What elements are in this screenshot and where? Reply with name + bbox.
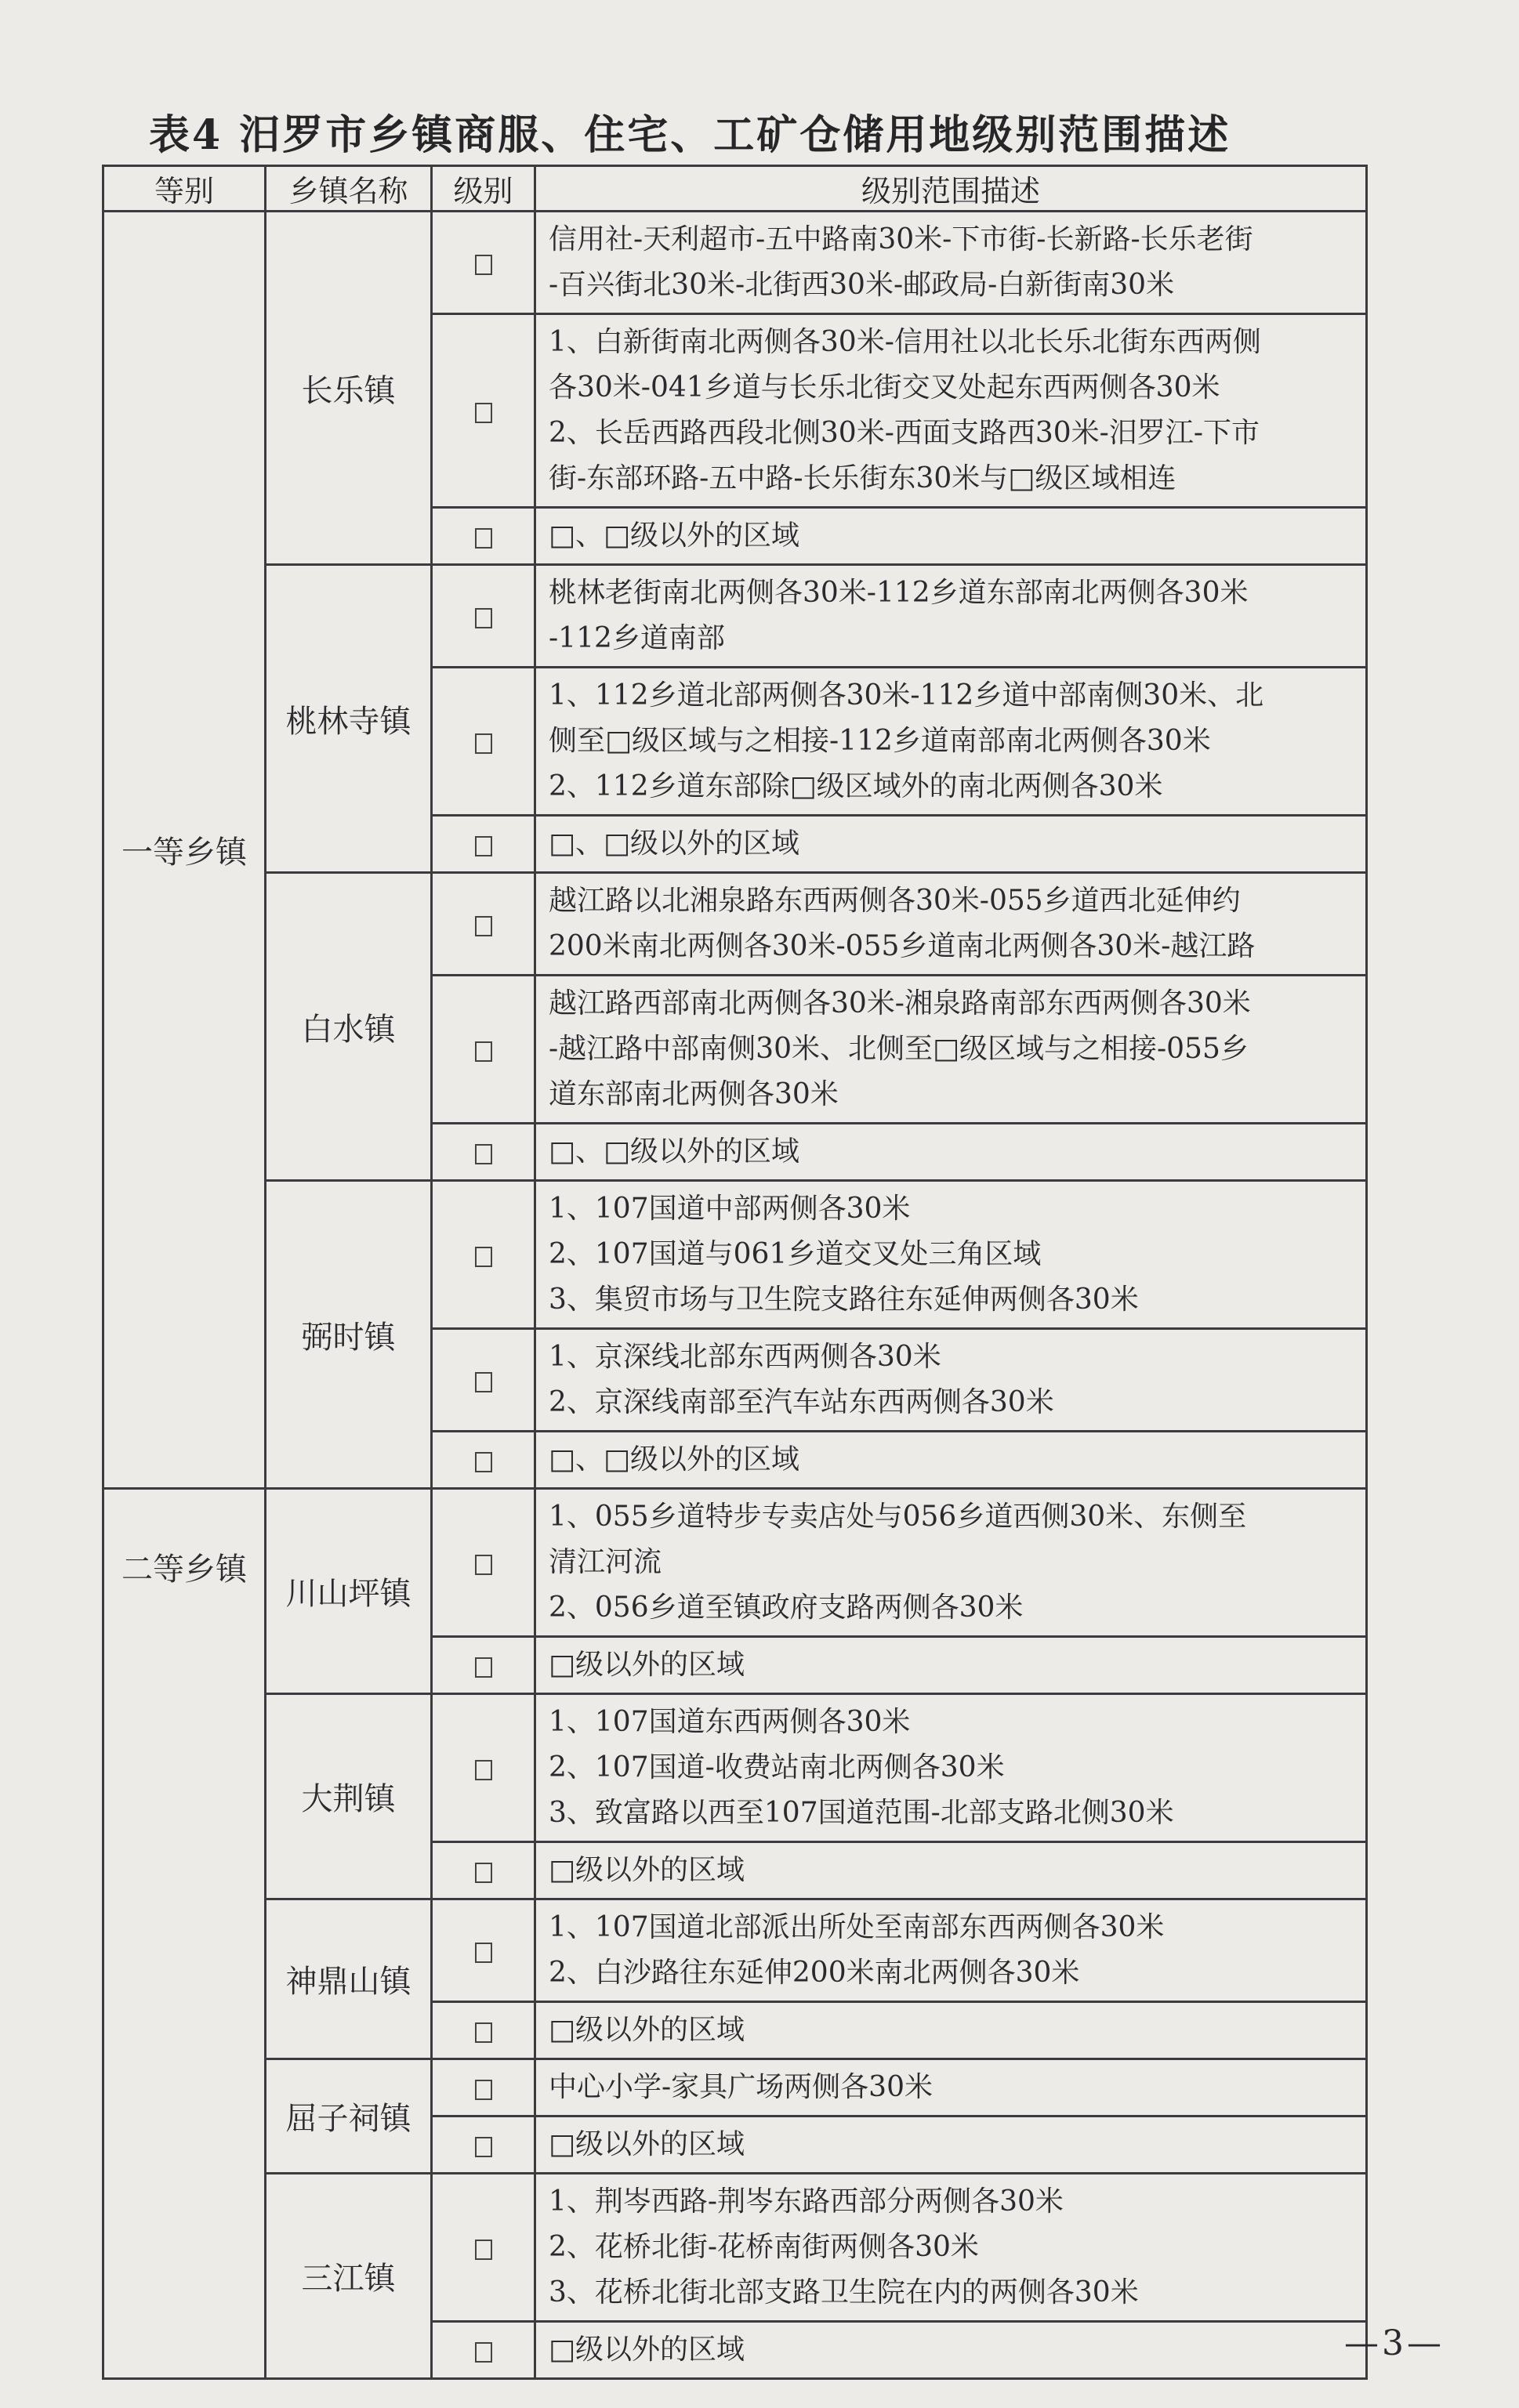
- level-cell: [432, 873, 535, 976]
- page-number: —3—: [1344, 2323, 1445, 2363]
- level-cell: [432, 2117, 535, 2174]
- level-description: 越江路西部南北两侧各30米-湘泉路南部东西两侧各30米 -越江路中部南侧30米、北侧至□级区域与之相接-055乡 道东部南北两侧各30米: [535, 976, 1367, 1124]
- level-box-icon: [475, 2137, 492, 2157]
- level-cell: [432, 1842, 535, 1899]
- grade-label: 一等乡镇: [103, 212, 266, 1489]
- table-row: [103, 212, 1367, 314]
- level-box-icon: [475, 403, 492, 423]
- town-name: 长乐镇: [266, 212, 432, 565]
- level-box-icon: [475, 1943, 492, 1963]
- table-row: [103, 1899, 1367, 2002]
- level-box-icon: [475, 2240, 492, 2260]
- level-description: 1、白新街南北两侧各30米-信用社以北长乐北街东西两侧 各30米-041乡道与长乐北街交叉处起东西两侧各30米 2、长岳西路西段北侧30米-西面支路西30米-汨罗江-下市 街-东部环路-五中路-长乐街东30米与□级区域相连: [535, 314, 1367, 508]
- level-description: 桃林老街南北两侧各30米-112乡道东部南北两侧各30米 -112乡道南部: [535, 565, 1367, 668]
- table-row: [103, 873, 1367, 976]
- level-description: 1、107国道东西两侧各30米 2、107国道-收费站南北两侧各30米 3、致富路以西至107国道范围-北部支路北侧30米: [535, 1694, 1367, 1842]
- level-box-icon: [475, 1452, 492, 1472]
- level-cell: [432, 976, 535, 1124]
- level-description: □级以外的区域: [535, 1842, 1367, 1899]
- level-box-icon: [475, 1041, 492, 1062]
- level-description: 1、055乡道特步专卖店处与056乡道西侧30米、东侧至 清江河流 2、056乡道至镇政府支路两侧各30米: [535, 1489, 1367, 1637]
- level-box-icon: [475, 255, 492, 275]
- level-cell: [432, 212, 535, 314]
- town-name: 神鼎山镇: [266, 1899, 432, 2059]
- level-cell: [432, 816, 535, 873]
- table-row: [103, 2174, 1367, 2322]
- level-cell: [432, 2002, 535, 2059]
- town-name: 弼时镇: [266, 1181, 432, 1489]
- level-box-icon: [475, 1144, 492, 1164]
- level-box-icon: [475, 1372, 492, 1392]
- level-box-icon: [475, 1657, 492, 1678]
- level-box-icon: [475, 733, 492, 754]
- level-description: 越江路以北湘泉路东西两侧各30米-055乡道西北延伸约 200米南北两侧各30米-055乡道南北两侧各30米-越江路: [535, 873, 1367, 976]
- level-cell: [432, 1637, 535, 1694]
- town-name: 桃林寺镇: [266, 565, 432, 873]
- level-description: 1、107国道中部两侧各30米 2、107国道与061乡道交叉处三角区域 3、集贸市场与卫生院支路往东延伸两侧各30米: [535, 1181, 1367, 1329]
- level-description: □级以外的区域: [535, 2117, 1367, 2174]
- level-description: □级以外的区域: [535, 2322, 1367, 2379]
- level-box-icon: [475, 528, 492, 549]
- level-cell: [432, 668, 535, 816]
- level-cell: [432, 2322, 535, 2379]
- town-name: 大荆镇: [266, 1694, 432, 1899]
- level-description: 1、112乡道北部两侧各30米-112乡道中部南侧30米、北 侧至□级区域与之相接-112乡道南部南北两侧各30米 2、112乡道东部除□级区域外的南北两侧各30米: [535, 668, 1367, 816]
- grade-label: 二等乡镇: [103, 1489, 266, 2379]
- level-cell: [432, 1432, 535, 1489]
- level-description: □、□级以外的区域: [535, 508, 1367, 565]
- level-box-icon: [475, 2080, 492, 2100]
- level-description: □、□级以外的区域: [535, 816, 1367, 873]
- level-cell: [432, 1124, 535, 1181]
- land-level-table: [102, 165, 1368, 2380]
- table-row: [103, 1489, 1367, 1637]
- town-name: 屈子祠镇: [266, 2059, 432, 2174]
- level-cell: [432, 314, 535, 508]
- level-description: 信用社-天利超市-五中路南30米-下市街-长新路-长乐老街 -百兴街北30米-北街西30米-邮政局-白新街南30米: [535, 212, 1367, 314]
- level-description: □级以外的区域: [535, 1637, 1367, 1694]
- level-box-icon: [475, 2022, 492, 2043]
- town-name: 三江镇: [266, 2174, 432, 2379]
- level-box-icon: [475, 916, 492, 936]
- page-title: 表4 汨罗市乡镇商服、住宅、工矿仓储用地级别范围描述: [149, 111, 1231, 159]
- level-box-icon: [475, 836, 492, 856]
- table-row: [103, 1181, 1367, 1329]
- level-description: □、□级以外的区域: [535, 1124, 1367, 1181]
- level-description: □、□级以外的区域: [535, 1432, 1367, 1489]
- level-cell: [432, 1489, 535, 1637]
- level-box-icon: [475, 2342, 492, 2363]
- level-cell: [432, 508, 535, 565]
- table-row: [103, 1694, 1367, 1842]
- level-box-icon: [475, 608, 492, 628]
- level-description: 1、荆岑西路-荆岑东路西部分两侧各30米 2、花桥北街-花桥南街两侧各30米 3、花桥北街北部支路卫生院在内的两侧各30米: [535, 2174, 1367, 2322]
- header-town: 乡镇名称: [266, 166, 432, 212]
- level-box-icon: [475, 1863, 492, 1883]
- level-description: 1、107国道北部派出所处至南部东西两侧各30米 2、白沙路往东延伸200米南北两侧各30米: [535, 1899, 1367, 2002]
- level-cell: [432, 1899, 535, 2002]
- level-box-icon: [475, 1247, 492, 1267]
- table-row: [103, 2059, 1367, 2117]
- level-cell: [432, 1329, 535, 1432]
- header-description: 级别范围描述: [535, 166, 1367, 212]
- town-name: 川山坪镇: [266, 1489, 432, 1694]
- header-level: 级别: [432, 166, 535, 212]
- table-row: [103, 565, 1367, 668]
- level-description: 中心小学-家具广场两侧各30米: [535, 2059, 1367, 2117]
- level-cell: [432, 1181, 535, 1329]
- header-grade: 等别: [103, 166, 266, 212]
- table-header-row: [103, 166, 1367, 212]
- town-name: 白水镇: [266, 873, 432, 1181]
- level-description: 1、京深线北部东西两侧各30米 2、京深线南部至汽车站东西两侧各30米: [535, 1329, 1367, 1432]
- level-box-icon: [475, 1555, 492, 1575]
- level-cell: [432, 1694, 535, 1842]
- level-box-icon: [475, 1760, 492, 1780]
- level-cell: [432, 2059, 535, 2117]
- level-description: □级以外的区域: [535, 2002, 1367, 2059]
- level-cell: [432, 2174, 535, 2322]
- level-cell: [432, 565, 535, 668]
